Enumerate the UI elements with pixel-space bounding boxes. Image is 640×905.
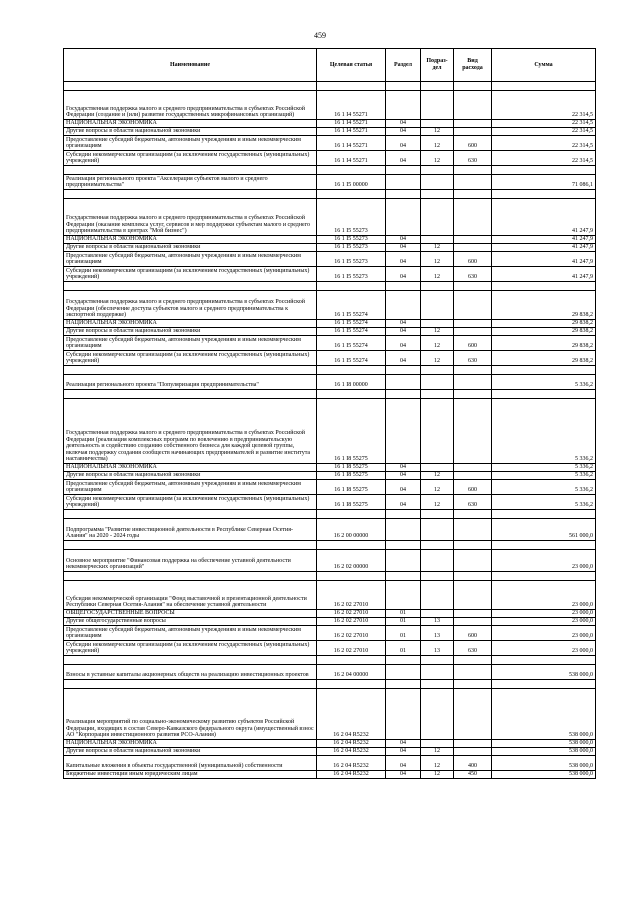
- spacer-row: [64, 510, 596, 519]
- cell-expense-type: 600: [454, 252, 492, 267]
- cell-name: Другие общегосударственные вопросы: [64, 618, 317, 626]
- cell-name: Субсидии некоммерческим организациям (за исключением государственных (муниципальных) учреждений): [64, 351, 317, 366]
- cell-target: 16 1 I8 55275: [317, 472, 386, 480]
- cell-expense-type: [454, 399, 492, 464]
- cell-expense-type: 630: [454, 351, 492, 366]
- table-row: [64, 581, 596, 610]
- table-row: [64, 519, 596, 541]
- cell-sum: 29 838,2: [492, 351, 596, 366]
- cell-section: [386, 199, 421, 236]
- cell-target: 16 1 I8 00000: [317, 375, 386, 390]
- cell-subsection: 12: [421, 244, 454, 252]
- cell-target: 16 2 02 27010: [317, 618, 386, 626]
- cell-expense-type: [454, 618, 492, 626]
- cell-expense-type: [454, 120, 492, 128]
- table-row: [64, 128, 596, 136]
- cell-target: 16 1 I4 55271: [317, 136, 386, 151]
- table-row: [64, 151, 596, 166]
- cell-expense-type: 600: [454, 480, 492, 495]
- cell-expense-type: [454, 91, 492, 120]
- table-row: [64, 320, 596, 328]
- cell-name: Субсидии некоммерческим организациям (за исключением государственных (муниципальных) учреждений): [64, 267, 317, 282]
- cell-name: Капитальные вложения в объекты государственной (муниципальной) собственности: [64, 756, 317, 771]
- table-row: [64, 464, 596, 472]
- col-header-target: Целевая статья: [317, 49, 386, 82]
- spacer-row: [64, 680, 596, 689]
- cell-name: Предоставление субсидий бюджетным, автономным учреждениям и иным некоммерческим организациям: [64, 626, 317, 641]
- spacer-row: [64, 366, 596, 375]
- table-row: [64, 618, 596, 626]
- cell-target: 16 1 I4 55271: [317, 128, 386, 136]
- cell-name: Предоставление субсидий бюджетным, автономным учреждениям и иным некоммерческим организациям: [64, 336, 317, 351]
- cell-section: [386, 375, 421, 390]
- spacer-row: [64, 572, 596, 581]
- cell-sum: 5 336,2: [492, 472, 596, 480]
- cell-section: 04: [386, 252, 421, 267]
- cell-name: Государственная поддержка малого и среднего предпринимательства в субъектах Российской Федерации (обеспечение доступа субъектов малого и среднего предпринимательства к экспортной поддержке): [64, 291, 317, 320]
- cell-name: Другие вопросы в области национальной экономики: [64, 472, 317, 480]
- cell-sum: 41 247,9: [492, 252, 596, 267]
- cell-subsection: [421, 120, 454, 128]
- cell-sum: 29 838,2: [492, 336, 596, 351]
- cell-target: 16 2 00 00000: [317, 519, 386, 541]
- table-row: [64, 689, 596, 740]
- cell-name: НАЦИОНАЛЬНАЯ ЭКОНОМИКА: [64, 740, 317, 748]
- col-header-expense-type: Вид расхода: [454, 49, 492, 82]
- cell-subsection: 12: [421, 748, 454, 756]
- cell-subsection: 12: [421, 128, 454, 136]
- cell-sum: 22 314,5: [492, 128, 596, 136]
- cell-target: 16 2 02 00000: [317, 550, 386, 572]
- cell-name: Субсидии некоммерческим организациям (за исключением государственных (муниципальных) учреждений): [64, 641, 317, 656]
- cell-section: 04: [386, 771, 421, 779]
- cell-expense-type: [454, 244, 492, 252]
- cell-sum: 5 336,2: [492, 375, 596, 390]
- cell-target: 16 2 02 27010: [317, 610, 386, 618]
- cell-subsection: [421, 91, 454, 120]
- cell-subsection: 12: [421, 252, 454, 267]
- cell-expense-type: [454, 550, 492, 572]
- table-row: [64, 120, 596, 128]
- cell-name: Предоставление субсидий бюджетным, автономным учреждениям и иным некоммерческим организациям: [64, 252, 317, 267]
- col-header-sum: Сумма: [492, 49, 596, 82]
- cell-name: ОБЩЕГОСУДАРСТВЕННЫЕ ВОПРОСЫ: [64, 610, 317, 618]
- cell-section: 04: [386, 472, 421, 480]
- cell-subsection: [421, 665, 454, 680]
- cell-name: Другие вопросы в области национальной экономики: [64, 328, 317, 336]
- table-row: [64, 495, 596, 510]
- spacer-row: [64, 190, 596, 199]
- cell-section: 04: [386, 328, 421, 336]
- cell-expense-type: [454, 748, 492, 756]
- col-header-section: Раздел: [386, 49, 421, 82]
- cell-name: Другие вопросы в области национальной экономики: [64, 244, 317, 252]
- table-body: [64, 82, 596, 779]
- cell-section: 04: [386, 151, 421, 166]
- cell-section: 04: [386, 244, 421, 252]
- spacer-row: [64, 390, 596, 399]
- cell-sum: 23 000,0: [492, 581, 596, 610]
- spacer-row: [64, 166, 596, 175]
- cell-expense-type: 600: [454, 626, 492, 641]
- cell-subsection: 12: [421, 151, 454, 166]
- spacer-row: [64, 656, 596, 665]
- cell-subsection: 12: [421, 336, 454, 351]
- cell-name: НАЦИОНАЛЬНАЯ ЭКОНОМИКА: [64, 464, 317, 472]
- cell-name: Предоставление субсидий бюджетным, автономным учреждениям и иным некоммерческим организациям: [64, 136, 317, 151]
- cell-sum: 41 247,9: [492, 244, 596, 252]
- table-row: [64, 328, 596, 336]
- cell-name: Бюджетные инвестиции иным юридическим лицам: [64, 771, 317, 779]
- cell-target: 16 1 I4 55271: [317, 120, 386, 128]
- cell-section: 04: [386, 748, 421, 756]
- cell-sum: 23 000,0: [492, 618, 596, 626]
- cell-expense-type: [454, 581, 492, 610]
- cell-name: Подпрограмма "Развитие инвестиционной деятельности в Республике Северная Осетия-Алания" на 2020 - 2024 годы: [64, 519, 317, 541]
- cell-subsection: [421, 291, 454, 320]
- cell-expense-type: [454, 291, 492, 320]
- cell-section: [386, 291, 421, 320]
- spacer-row: [64, 541, 596, 550]
- cell-expense-type: [454, 472, 492, 480]
- cell-subsection: [421, 175, 454, 190]
- cell-expense-type: 600: [454, 336, 492, 351]
- cell-name: Предоставление субсидий бюджетным, автономным учреждениям и иным некоммерческим организациям: [64, 480, 317, 495]
- cell-section: 04: [386, 267, 421, 282]
- cell-subsection: [421, 464, 454, 472]
- cell-sum: 22 314,5: [492, 120, 596, 128]
- cell-sum: 23 000,0: [492, 610, 596, 618]
- cell-expense-type: [454, 464, 492, 472]
- cell-sum: 41 247,9: [492, 236, 596, 244]
- cell-section: 04: [386, 120, 421, 128]
- cell-section: 01: [386, 641, 421, 656]
- cell-name: НАЦИОНАЛЬНАЯ ЭКОНОМИКА: [64, 120, 317, 128]
- cell-subsection: [421, 740, 454, 748]
- cell-sum: 538 000,0: [492, 689, 596, 740]
- cell-expense-type: 630: [454, 267, 492, 282]
- cell-name: НАЦИОНАЛЬНАЯ ЭКОНОМИКА: [64, 236, 317, 244]
- cell-expense-type: [454, 175, 492, 190]
- cell-section: 04: [386, 756, 421, 771]
- cell-name: Субсидии некоммерческим организациям (за исключением государственных (муниципальных) учреждений): [64, 495, 317, 510]
- cell-expense-type: 600: [454, 136, 492, 151]
- cell-subsection: 12: [421, 328, 454, 336]
- cell-name: Государственная поддержка малого и среднего предпринимательства в субъектах Российской Федерации (реализация комплексных программ по вовлечению в предпринимательскую деятельность и содействию созданию собственного бизнеса для каждой целевой группы, включая поддержку создания сообществ начинающих предпринимателей и развитие института наставничества): [64, 399, 317, 464]
- cell-subsection: [421, 519, 454, 541]
- cell-sum: 29 838,2: [492, 320, 596, 328]
- cell-target: 16 2 04 R5232: [317, 756, 386, 771]
- table-row: [64, 641, 596, 656]
- cell-name: Реализация регионального проекта "Популяризация предпринимательства": [64, 375, 317, 390]
- cell-name: НАЦИОНАЛЬНАЯ ЭКОНОМИКА: [64, 320, 317, 328]
- cell-name: Взносы в уставные капиталы акционерных обществ на реализацию инвестиционных проектов: [64, 665, 317, 680]
- cell-expense-type: [454, 610, 492, 618]
- cell-expense-type: 630: [454, 495, 492, 510]
- cell-section: [386, 689, 421, 740]
- table-row: [64, 399, 596, 464]
- cell-section: 04: [386, 320, 421, 328]
- cell-subsection: 13: [421, 641, 454, 656]
- table-row: [64, 756, 596, 771]
- cell-name: Основное мероприятие "Финансовая поддержка на обеспечение уставной деятельности некоммерческих организаций": [64, 550, 317, 572]
- cell-sum: 561 000,0: [492, 519, 596, 541]
- table-row: [64, 472, 596, 480]
- cell-sum: 5 336,2: [492, 464, 596, 472]
- table-row: [64, 267, 596, 282]
- cell-subsection: [421, 581, 454, 610]
- cell-subsection: 12: [421, 136, 454, 151]
- cell-target: 16 1 I4 55271: [317, 91, 386, 120]
- cell-subsection: [421, 399, 454, 464]
- cell-section: 04: [386, 351, 421, 366]
- table-row: [64, 550, 596, 572]
- table-row: [64, 136, 596, 151]
- cell-name: Другие вопросы в области национальной экономики: [64, 128, 317, 136]
- cell-target: 16 1 I8 55275: [317, 495, 386, 510]
- cell-section: [386, 665, 421, 680]
- cell-target: 16 2 02 27010: [317, 626, 386, 641]
- cell-target: 16 1 I5 55274: [317, 351, 386, 366]
- cell-section: 04: [386, 336, 421, 351]
- cell-section: [386, 519, 421, 541]
- cell-expense-type: [454, 740, 492, 748]
- cell-section: [386, 581, 421, 610]
- table-row: [64, 175, 596, 190]
- cell-section: 04: [386, 480, 421, 495]
- spacer-row: [64, 282, 596, 291]
- col-header-name: Наименование: [64, 49, 317, 82]
- cell-subsection: [421, 375, 454, 390]
- cell-target: 16 1 I5 55273: [317, 236, 386, 244]
- cell-sum: 538 000,0: [492, 665, 596, 680]
- cell-target: 16 2 02 27010: [317, 581, 386, 610]
- cell-subsection: 12: [421, 480, 454, 495]
- cell-expense-type: 630: [454, 151, 492, 166]
- cell-subsection: 12: [421, 472, 454, 480]
- cell-sum: 41 247,9: [492, 267, 596, 282]
- cell-subsection: [421, 236, 454, 244]
- table-header: [64, 49, 596, 82]
- cell-expense-type: [454, 236, 492, 244]
- cell-sum: 538 000,0: [492, 740, 596, 748]
- cell-target: 16 2 02 27010: [317, 641, 386, 656]
- table-row: [64, 244, 596, 252]
- cell-target: 16 1 I5 55274: [317, 336, 386, 351]
- spacer-row: [64, 82, 596, 91]
- cell-expense-type: [454, 328, 492, 336]
- cell-sum: 29 838,2: [492, 291, 596, 320]
- cell-section: 04: [386, 464, 421, 472]
- cell-target: 16 1 I4 55271: [317, 151, 386, 166]
- cell-target: 16 1 I8 55275: [317, 480, 386, 495]
- table-row: [64, 351, 596, 366]
- cell-name: Реализация мероприятий по социально-экономическому развитию субъектов Российской Федерации, входящих в состав Северо-Кавказского федерального округа (имущественный взнос АО "Корпорация инвестиционного развития РСО-Алания): [64, 689, 317, 740]
- cell-sum: 538 000,0: [492, 756, 596, 771]
- cell-sum: 41 247,9: [492, 199, 596, 236]
- cell-target: 16 1 I5 55274: [317, 291, 386, 320]
- table-row: [64, 375, 596, 390]
- table-row: [64, 771, 596, 779]
- cell-sum: 22 314,5: [492, 151, 596, 166]
- cell-sum: 22 314,5: [492, 136, 596, 151]
- cell-subsection: 12: [421, 495, 454, 510]
- cell-section: 04: [386, 128, 421, 136]
- cell-name: Реализация регионального проекта "Акселерация субъектов малого и среднего предпринимательства": [64, 175, 317, 190]
- cell-section: [386, 175, 421, 190]
- cell-section: 01: [386, 610, 421, 618]
- cell-expense-type: [454, 320, 492, 328]
- cell-target: 16 1 I8 55275: [317, 399, 386, 464]
- cell-target: 16 2 04 R5232: [317, 740, 386, 748]
- cell-sum: 5 336,2: [492, 480, 596, 495]
- cell-subsection: 12: [421, 756, 454, 771]
- cell-target: 16 1 I5 55273: [317, 199, 386, 236]
- cell-section: [386, 550, 421, 572]
- cell-name: Другие вопросы в области национальной экономики: [64, 748, 317, 756]
- cell-sum: 538 000,0: [492, 748, 596, 756]
- cell-section: [386, 399, 421, 464]
- cell-subsection: [421, 610, 454, 618]
- cell-name: Субсидия некоммерческой организации "Фонд выставочной и презентационной деятельности Республики Северная Осетия-Алания" на обеспечение уставной деятельности: [64, 581, 317, 610]
- cell-target: 16 2 04 00000: [317, 665, 386, 680]
- cell-sum: 5 336,2: [492, 399, 596, 464]
- cell-expense-type: [454, 375, 492, 390]
- cell-subsection: 12: [421, 351, 454, 366]
- table-row: [64, 91, 596, 120]
- cell-subsection: 13: [421, 626, 454, 641]
- cell-expense-type: 450: [454, 771, 492, 779]
- cell-section: 04: [386, 740, 421, 748]
- cell-name: Государственная поддержка малого и среднего предпринимательства в субъектах Российской Федерации (оказание комплекса услуг, сервисов и мер поддержки субъектам малого и среднего предпринимательства в центрах "Мой бизнес"): [64, 199, 317, 236]
- cell-target: 16 1 I5 55274: [317, 320, 386, 328]
- table-row: [64, 199, 596, 236]
- cell-subsection: [421, 689, 454, 740]
- cell-subsection: [421, 199, 454, 236]
- budget-table: [63, 48, 596, 779]
- cell-section: 04: [386, 136, 421, 151]
- table-row: [64, 748, 596, 756]
- cell-target: 16 1 I5 55273: [317, 244, 386, 252]
- cell-subsection: [421, 550, 454, 572]
- cell-subsection: [421, 320, 454, 328]
- table-row: [64, 236, 596, 244]
- cell-expense-type: [454, 519, 492, 541]
- cell-name: Субсидии некоммерческим организациям (за исключением государственных (муниципальных) учреждений): [64, 151, 317, 166]
- cell-sum: 29 838,2: [492, 328, 596, 336]
- cell-section: 01: [386, 626, 421, 641]
- table-row: [64, 626, 596, 641]
- table-row: [64, 740, 596, 748]
- cell-expense-type: [454, 128, 492, 136]
- cell-target: 16 2 04 R5232: [317, 771, 386, 779]
- cell-subsection: 13: [421, 618, 454, 626]
- cell-target: 16 1 I5 00000: [317, 175, 386, 190]
- table-row: [64, 610, 596, 618]
- cell-subsection: 12: [421, 771, 454, 779]
- table-row: [64, 665, 596, 680]
- cell-target: 16 1 I5 55273: [317, 252, 386, 267]
- table-row: [64, 252, 596, 267]
- cell-section: 01: [386, 618, 421, 626]
- cell-expense-type: [454, 665, 492, 680]
- cell-expense-type: 630: [454, 641, 492, 656]
- cell-sum: 22 314,5: [492, 91, 596, 120]
- table-row: [64, 480, 596, 495]
- cell-sum: 23 000,0: [492, 641, 596, 656]
- cell-sum: 23 000,0: [492, 626, 596, 641]
- cell-target: 16 1 I8 55275: [317, 464, 386, 472]
- cell-section: 04: [386, 236, 421, 244]
- cell-target: 16 2 04 R5232: [317, 689, 386, 740]
- cell-sum: 538 000,0: [492, 771, 596, 779]
- cell-section: 04: [386, 495, 421, 510]
- table-row: [64, 336, 596, 351]
- cell-name: Государственная поддержка малого и среднего предпринимательства в субъектах Российской Федерации (создание и (или) развитие государственных микрофинансовых организаций): [64, 91, 317, 120]
- cell-subsection: 12: [421, 267, 454, 282]
- cell-target: 16 1 I5 55274: [317, 328, 386, 336]
- col-header-subsection: Подраз- дел: [421, 49, 454, 82]
- cell-expense-type: [454, 199, 492, 236]
- cell-sum: 5 336,2: [492, 495, 596, 510]
- page-number: 459: [314, 31, 326, 40]
- cell-sum: 23 000,0: [492, 550, 596, 572]
- cell-expense-type: 400: [454, 756, 492, 771]
- table-row: [64, 291, 596, 320]
- cell-section: [386, 91, 421, 120]
- cell-sum: 71 086,1: [492, 175, 596, 190]
- cell-expense-type: [454, 689, 492, 740]
- cell-target: 16 1 I5 55273: [317, 267, 386, 282]
- cell-target: 16 2 04 R5232: [317, 748, 386, 756]
